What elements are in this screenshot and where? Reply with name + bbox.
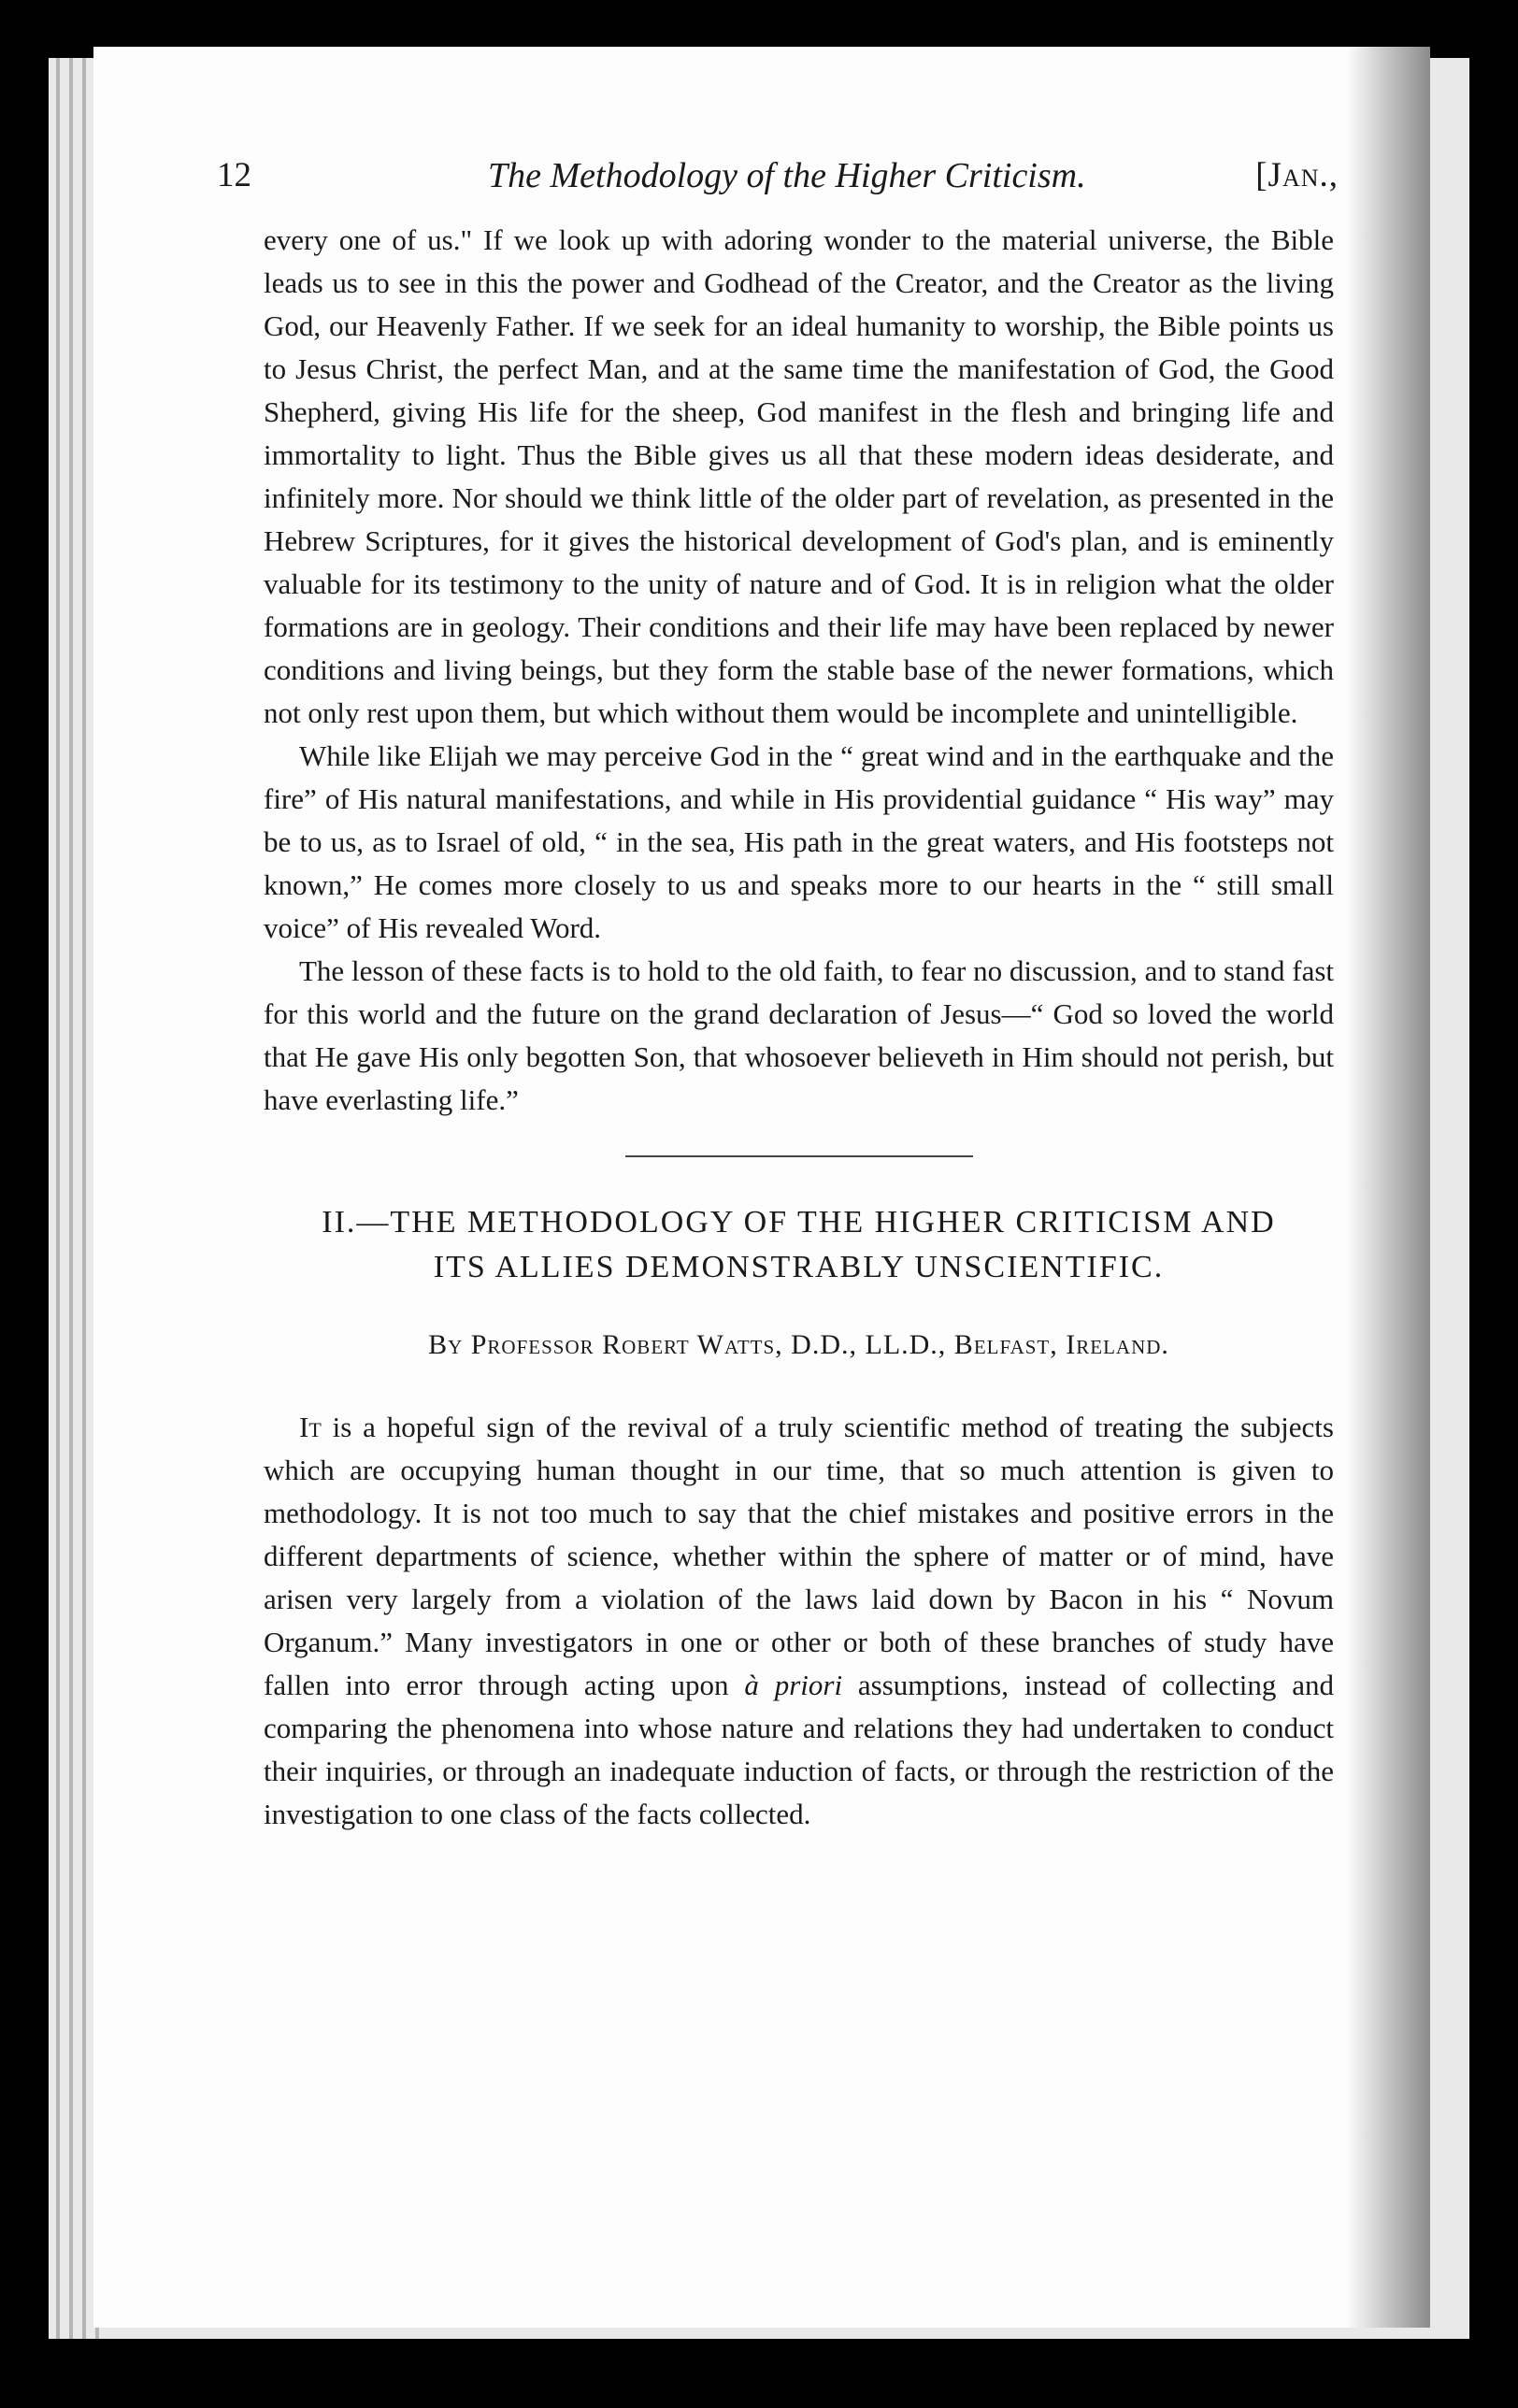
running-title: The Methodology of the Higher Criticism. — [488, 156, 1086, 195]
body-paragraph: The lesson of these facts is to hold to the old faith, to fear no discussion, and to stand fast for this world and the future on the grand declaration of Jesus—“ God so loved the world that He gave His only begotten Son, that whosoever believeth in Him should not perish, but have everlasting life.” — [264, 954, 1334, 1116]
italic-phrase: à priori — [744, 1669, 843, 1701]
section-divider — [625, 1155, 973, 1157]
body-paragraph: While like Elijah we may perceive God in the “ great wind and in the earthquake and the fire” of His natural manifestations, and while in His providential guidance “ His way” may be to us, as to Israel of old, “ in the sea, His path in the great waters, and His footsteps not known,” He comes more closely to us and speaks more to our hearts in the “ still small voice” of His revealed Word. — [264, 739, 1334, 944]
running-date: [Jan., — [1255, 156, 1339, 194]
page-edge-line — [56, 58, 60, 2339]
lead-words: It — [299, 1411, 322, 1443]
page-edge-line — [82, 58, 86, 2339]
article-paragraph — [264, 1406, 1334, 1836]
gutter-shadow — [1346, 47, 1430, 2328]
page-edge-line — [69, 58, 73, 2339]
page-number: 12 — [217, 156, 251, 194]
body-paragraph: every one of us." If we look up with adoring wonder to the material universe, the Bible leads us to see in this the power and Godhead of the Creator, and the Creator as the living God, our Heavenly Father. If we seek for an ideal humanity to worship, the Bible points us to Jesus Christ, the perfect Man, and at the same time the manifestation of God, the Good Shepherd, giving His life for the sheep, God manifest in the flesh and bringing life and immortality to light. Thus the Bible gives us all that these modern ideas desiderate, and infinitely more. Nor should we think little of the older part of revelation, as presented in the Hebrew Scriptures, for it gives the historical development of God's plan, and is eminently valuable for its testimony to the unity of nature and of God. It is in religion what the older formations are in geology. Their conditions and their life may have been replaced by newer conditions and living beings, but they form the stable base of the newer formations, which not only rest upon them, but which without them would be incomplete and unintelligible. — [264, 223, 1334, 729]
article-byline: By Professor Robert Watts, D.D., LL.D., Belfast, Ireland. — [428, 1329, 1169, 1360]
running-head — [217, 146, 1339, 206]
article-heading-line: ITS ALLIES DEMONSTRABLY UNSCIENTIFIC. — [433, 1250, 1165, 1284]
article-heading-line: II.—THE METHODOLOGY OF THE HIGHER CRITICISM AND — [322, 1205, 1276, 1240]
article-heading — [264, 1200, 1334, 1290]
article-text: is a hopeful sign of the revival of a truly scientific method of treating the subjects which are occupying human thought in our time, that so much attention is given to methodology. It is not too much to say that the chief mistakes and positive errors in the different departments of science, whether within the sphere of matter or of mind, have arisen very largely from a violation of the laws laid down by Bacon in his “ Novum Organum.” Many investigators in one or other or both of these branches of study have fallen into error through acting upon — [264, 1411, 1334, 1701]
page-text — [264, 219, 1334, 1836]
article-text: assumptions, instead of collecting and comparing the phenomena into whose nature and relations they had undertaken to conduct their inquiries, or through an inadequate induction of facts, or through the restriction of the investigation to one class of the facts collected. — [264, 1669, 1334, 1830]
